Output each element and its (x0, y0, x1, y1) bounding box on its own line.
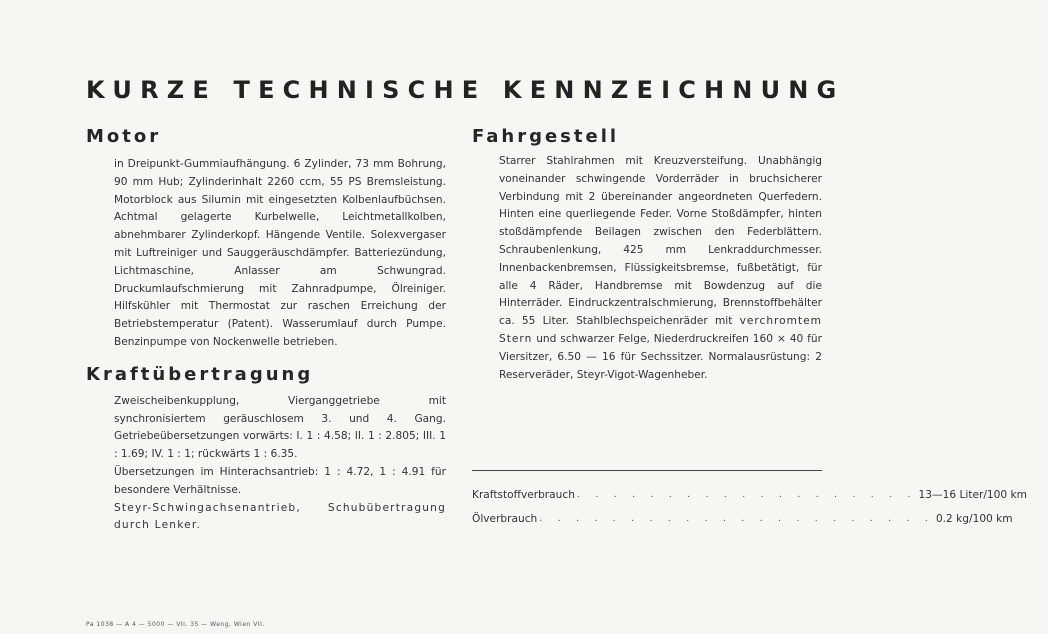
fahrgestell-heading: Fahrgestell (472, 126, 620, 147)
motor-paragraph: in Dreipunkt-Gummiaufhängung. 6 Zylinder, 73 mm Bohrung, 90 mm Hub; Zylinderinhalt 2260 ccm, 55 PS Bremsleistung. Motorblock aus Silumin mit eingesetzten Kolbenlaufbüchsen. Achtmal gelagerte Kurbelwelle, Leichtmetallkolben, abnehmbarer Zylinderkopf. Hängende Ventile. Solexvergaser mit Luftreiniger und Sauggeräuschdämpfer. Batteriezündung, Lichtmaschine, Anlasser am Schwungrad. Druckumlaufschmierung mit Zahnradpumpe, Ölreiniger. Hilfskühler mit Thermostat zur raschen Erreichung der Betriebstemperatur (Patent). Wasserumlauf durch Pumpe. Benzinpumpe von Nockenwelle betrieben. (114, 158, 446, 348)
oil-consumption-value: 0.2 kg/100 km (935, 513, 1013, 525)
kraftuebertragung-heading: Kraftübertragung (86, 363, 314, 385)
kraftuebertragung-paragraph-1: Zweischeibenkupplung, Vierganggetriebe mit synchronisiertem geräuschlosem 3. und 4. Gang. Getriebeübersetzungen vorwärts: I. 1 : 4.58; II. 1 : 2.805; III. 1 : 1.69; IV. 1 : 1; rückwärts 1 : 6.35. (114, 394, 446, 461)
motor-text (114, 156, 446, 352)
oil-consumption-label: Ölverbrauch (472, 513, 538, 525)
left-column (86, 126, 446, 535)
kraftuebertragung-text (114, 393, 446, 535)
fahrgestell-text (499, 153, 822, 384)
print-footer: Pa 1038 — A 4 — 5000 — VII. 35 — Weng, Wien VII. (86, 621, 265, 628)
fahrgestell-paragraph (499, 153, 822, 384)
fuel-consumption-row (472, 489, 1027, 501)
leader-dots: . . . . . . . . . . . . . . . . . . . (576, 489, 917, 500)
fahrgestell-text-c: und schwarzer Felge, Niederdruckreifen 160 × 40 für Viersitzer, 6.50 — 16 für Sechssitzer. Normalausrüstung: 2 Reserveräder, Steyr-Vigot-Wagenheber. (499, 332, 822, 381)
divider-line (472, 470, 822, 471)
fahrgestell-text-emphasis: verchromtem Stern (499, 315, 822, 345)
leader-dots: . . . . . . . . . . . . . . . . . . . . . . (539, 513, 934, 524)
fuel-consumption-label: Kraftstoffverbrauch (472, 489, 575, 501)
kraftuebertragung-paragraph-2: Übersetzungen im Hinterachsantrieb: 1 : 4.72, 1 : 4.91 für besondere Verhältnisse. (114, 465, 446, 496)
oil-consumption-row (472, 513, 1013, 525)
motor-heading: Motor (86, 126, 162, 147)
right-column (472, 126, 822, 384)
page-title: KURZE TECHNISCHE KENNZEICHNUNG (86, 76, 845, 104)
kraftuebertragung-paragraph-3: Steyr-Schwingachsenantrieb, Schubübertragung durch Lenker. (114, 501, 446, 532)
fahrgestell-text-a: Starrer Stahlrahmen mit Kreuzversteifung. Unabhängig voneinander schwingende Vorderräder in bruchsicherer Verbindung mit 2 übereinander angeordneten Querfedern. Hinten eine querliegende Feder. Vorne Stoßdämpfer, hinten stoßdämpfende Beilagen zwischen den Federblättern. Schraubenlenkung, 425 mm Lenkraddurchmesser. Innenbackenbremsen, Flüssigkeitsbremse, fußbetätigt, für alle 4 Räder, Handbremse mit Bowdenzug auf die Hinterräder. Eindruckzentralschmierung, Brennstoffbehälter ca. 55 Liter. Stahlblechspeichenräder mit (499, 155, 822, 328)
fuel-consumption-value: 13—16 Liter/100 km (918, 489, 1027, 501)
